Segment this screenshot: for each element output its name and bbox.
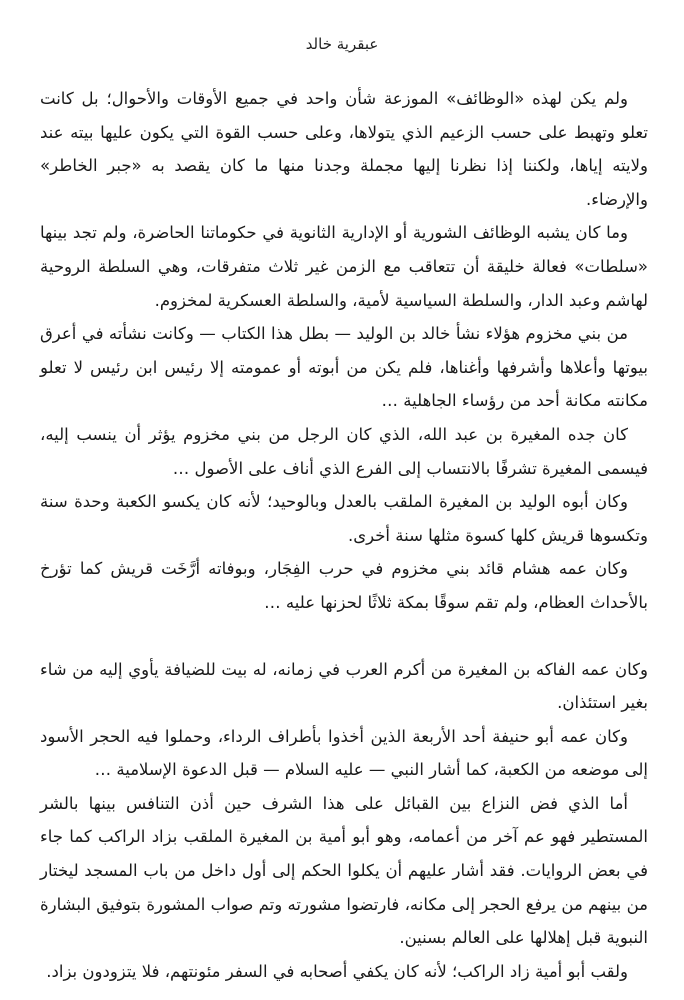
running-header-title: عبقرية خالد [305, 35, 379, 53]
paragraph: وما كان يشبه الوظائف الشورية أو الإدارية الثانوية في حكوماتنا الحاضرة، ولم تجد بينها «سلطات» فعالة خليقة أن تتعاقب مع الزمن غير ثلاث متفرقات، وهي السلطة الروحية لهاشم وعبد الدار، والسلطة السياسية لأمية، والسلطة العسكرية لمخزوم. [40, 223, 648, 310]
paragraph: وكان أبوه الوليد بن المغيرة الملقب بالعدل وبالوحيد؛ لأنه كان يكسو الكعبة وحدة سنة وتكسوها قريش كلها كسوة مثلها سنة أخرى. [40, 492, 648, 545]
paragraph: وكان عمه الفاكه بن المغيرة من أكرم العرب في زمانه، له بيت للضيافة يأوي إليه من شاء بغير استئذان. [40, 659, 648, 713]
paragraph: وكان عمه أبو حنيفة أحد الأربعة الذين أخذوا بأطراف الرداء، وحملوا فيه الحجر الأسود إلى موضعه من الكعبة، كما أشار النبي — عليه السلام — قبل الدعوة الإسلامية … [40, 726, 648, 780]
paragraph: أما الذي فض النزاع بين القبائل على هذا الشرف حين أذن التنافس بينها بالشر المستطير فهو عم آخر من أعمامه، وهو أبو أمية بن المغيرة الملقب بزاد الراكب كما جاء في بعض الروايات. فقد أشار عليهم أن يكلوا الحكم إلى أول داخل من باب المسجد ليختار من بينهم من يرفع الحجر إلى مكانه، فارتضوا مشورته وتم صواب المشورة بتوفيق البشارة النبوية قبل إهلالها على العالم بسنين. [40, 793, 648, 948]
body-text [40, 82, 648, 988]
paragraph: وكان عمه هشام قائد بني مخزوم في حرب الفِجَار، وبوفاته أرَّخَت قريش كما تؤرخ بالأحداث العظام، ولم تقم سوقًا بمكة ثلاثًا لحزنها عليه … [40, 559, 648, 612]
paragraph: من بني مخزوم هؤلاء نشأ خالد بن الوليد — بطل هذا الكتاب — وكانت نشأته في أعرق بيوتها وأعلاها وأشرفها وأغناها، فلم يكن من أبوته أو عمومته إلا رئيس ابن رئيس لا تعلو مكانته مكانة أحد من رؤساء الجاهلية … [40, 324, 648, 411]
paragraph: كان جده المغيرة بن عبد الله، الذي كان الرجل من بني مخزوم يؤثر أن ينسب إليه، فيسمى المغيرة تشرفًا بالانتساب إلى الفرع الذي أناف على الأصول … [40, 424, 648, 478]
paragraph: ولم يكن لهذه «الوظائف» الموزعة شأن واحد في جميع الأوقات والأحوال؛ بل كانت تعلو وتهبط على حسب الزعيم الذي يتولاها، وعلى حسب القوة التي يكون عليها بيته عند ولايته إياها، ولكننا إذا نظرنا إليها مجملة وجدنا منها ما كان يقصد به «جبر الخاطر» والإرضاء. [40, 89, 648, 209]
paragraph: ولقب أبو أمية زاد الراكب؛ لأنه كان يكفي أصحابه في السفر مئونتهم، فلا يتزودون بزاد. [46, 961, 628, 981]
